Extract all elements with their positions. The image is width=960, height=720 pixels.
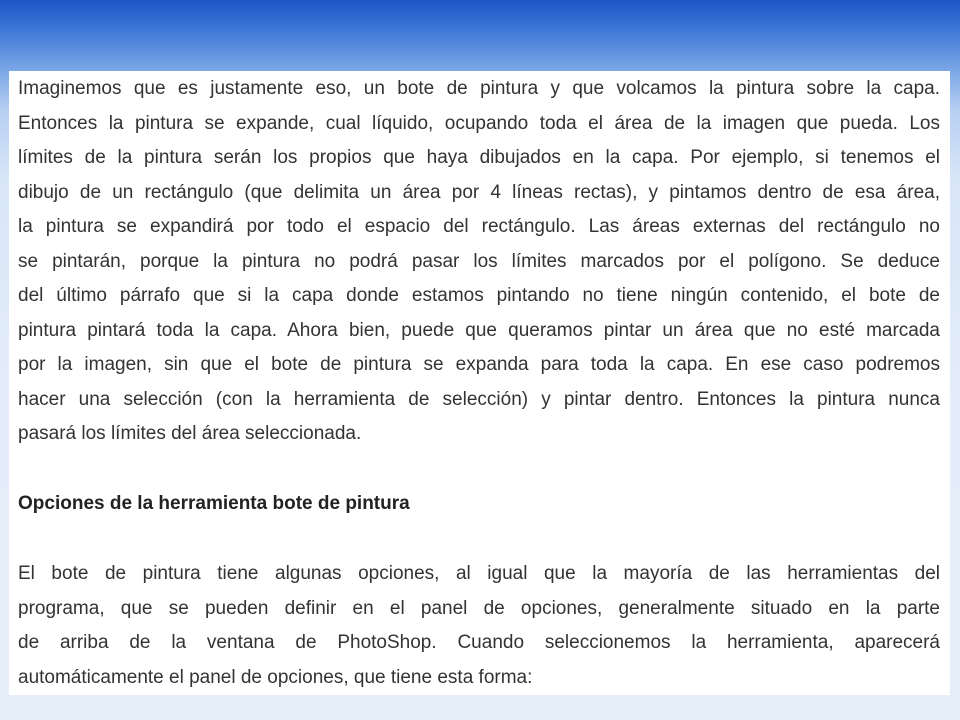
section-heading: Opciones de la herramienta bote de pintura [18, 493, 410, 514]
paragraph-line: pasará los límites del área seleccionada. [18, 423, 362, 444]
intro-paragraph [18, 72, 940, 452]
paragraph-line: se pintarán, porque la pintura no podrá pasar los límites marcados por el polígono. Se deduce [18, 250, 940, 272]
paragraph-line: del último párrafo que si la capa donde estamos pintando no tiene ningún contenido, el bote de [18, 285, 940, 306]
paragraph-line: límites de la pintura serán los propios que haya dibujados en la capa. Por ejemplo, si tenemos el [18, 147, 940, 168]
paragraph-line: El bote de pintura tiene algunas opciones, al igual que la mayoría de las herramientas del [18, 563, 940, 584]
paragraph-line: dibujo de un rectángulo (que delimita un área por 4 líneas rectas), y pintamos dentro de esa área, [18, 181, 940, 203]
slide-content-panel [9, 71, 950, 695]
paragraph-line: automáticamente el panel de opciones, que tiene esta forma: [18, 666, 533, 688]
paragraph-line: hacer una selección (con la herramienta de selección) y pintar dentro. Entonces la pintura nunca [18, 388, 940, 410]
options-paragraph [18, 557, 940, 695]
paragraph-line: Entonces la pintura se expande, cual líquido, ocupando toda el área de la imagen que pueda. Los [18, 112, 940, 134]
paragraph-line: la pintura se expandirá por todo el espacio del rectángulo. Las áreas externas del rectángulo no [18, 216, 940, 237]
paragraph-line: programa, que se pueden definir en el panel de opciones, generalmente situado en la parte [18, 597, 940, 619]
paragraph-line: pintura pintará toda la capa. Ahora bien, puede que queramos pintar un área que no esté marcada [18, 319, 940, 341]
paragraph-line: Imaginemos que es justamente eso, un bote de pintura y que volcamos la pintura sobre la capa. [18, 78, 940, 99]
paragraph-line: por la imagen, sin que el bote de pintura se expanda para toda la capa. En ese caso podremos [18, 354, 940, 375]
paragraph-line: de arriba de la ventana de PhotoShop. Cuando seleccionemos la herramienta, aparecerá [18, 632, 940, 653]
